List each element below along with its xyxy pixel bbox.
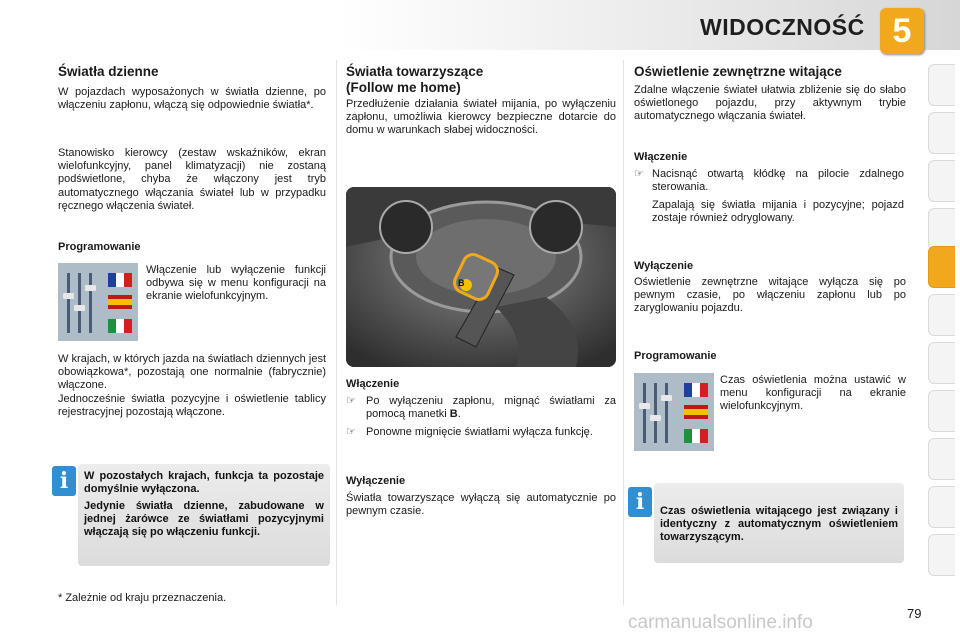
welcome-lighting-title: Oświetlenie zewnętrzne witające: [634, 64, 842, 79]
side-tab-5-active[interactable]: [928, 246, 955, 288]
photo-label-b: B: [458, 278, 465, 288]
side-tab-6[interactable]: [928, 294, 955, 336]
info-box-2: [654, 483, 904, 563]
side-tab-4[interactable]: [928, 208, 955, 250]
watermark: carmanualsonline.info: [628, 612, 813, 633]
side-tab-1[interactable]: [928, 64, 955, 106]
programming-text-1: Włączenie lub wyłączenie funkcji odbywa się w menu konfiguracji na ekranie wielofunkcyjnym.: [146, 264, 326, 303]
follow-me-home-title-line2: (Follow me home): [346, 80, 461, 95]
side-tab-3[interactable]: [928, 160, 955, 202]
welcome-off-heading: Wyłączenie: [634, 260, 694, 272]
side-tab-2[interactable]: [928, 112, 955, 154]
follow-on-bullet-1-text: Po wyłączeniu zapłonu, mignąć światłami za pomocą manetki: [366, 395, 616, 421]
info-box-1-p1: W pozostałych krajach, funkcja ta pozostaje domyślnie wyłączona.: [84, 470, 324, 495]
lighting-stalk-photo: [346, 187, 616, 367]
side-tab-9[interactable]: [928, 438, 955, 480]
follow-off-text: Światła towarzyszące wyłączą się automatycznie po pewnym czasie.: [346, 492, 616, 518]
follow-me-home-title-line1: Światła towarzyszące: [346, 64, 484, 79]
config-menu-icon-2: [634, 373, 714, 451]
info-icon-2: i: [628, 487, 652, 517]
info-box-1: [78, 464, 330, 566]
follow-on-bullet-1-bold: B: [449, 408, 458, 421]
config-menu-icon: [58, 263, 138, 341]
side-tab-10[interactable]: [928, 486, 955, 528]
programming-heading-1: Programowanie: [58, 241, 141, 253]
welcome-lighting-intro: Zdalne włączenie świateł ułatwia zbliżenie się do słabo oświetlonego pojazdu, przy aktywnym trybie automatycznego włączania świateł.: [634, 84, 906, 123]
daytime-lights-cockpit-text: Stanowisko kierowcy (zestaw wskaźników, ekran wielofunkcyjny, panel klimatyzacji) nie zostaną podświetlone, chyba że włączony jest tryb automatycznego włączania świateł lub w przypadku ręcznego włączenia świateł.: [58, 147, 326, 212]
follow-on-heading: Włączenie: [346, 378, 400, 390]
bullet-icon: ☞: [634, 168, 644, 180]
slider-flags-svg: [58, 263, 138, 341]
follow-off-heading: Wyłączenie: [346, 475, 406, 487]
stalk-photo-svg: [346, 187, 616, 367]
slider-flags-svg-2: [634, 373, 714, 451]
welcome-on-heading: Włączenie: [634, 151, 688, 163]
follow-me-home-title: [346, 64, 616, 96]
programming-text-3: Czas oświetlenia można ustawić w menu konfiguracji na ekranie wielofunkcyjnym.: [720, 374, 906, 413]
chapter-title: WIDOCZNOŚĆ: [700, 14, 865, 40]
info-box-2-text: Czas oświetlenia witającego jest związany i identyczny z automatycznym oświetleniem towarzyszącym.: [660, 505, 898, 543]
position-lights-text: Jednocześnie światła pozycyjne i oświetlenie tablicy rejestracyjnej pozostają włączone.: [58, 393, 326, 419]
mandatory-countries-text: W krajach, w których jazda na światłach dziennych jest obowiązkowa*, pozostają one normalnie (fabrycznie) włączone.: [58, 353, 326, 392]
column-divider-2: [623, 60, 624, 605]
daytime-lights-title: Światła dzienne: [58, 64, 159, 79]
side-tab-8[interactable]: [928, 390, 955, 432]
bullet-icon: ☞: [346, 395, 356, 407]
info-box-1-p2: Jedynie światła dzienne, zabudowane w jednej żarówce ze światłami pozycyjnymi włączają się po włączeniu funkcji.: [84, 500, 324, 538]
programming-heading-3: Programowanie: [634, 350, 717, 362]
chapter-number-badge: 5: [880, 8, 924, 54]
daytime-lights-intro: W pojazdach wyposażonych w światła dzienne, po włączeniu zapłonu, włączą się odpowiednie światła*.: [58, 86, 326, 112]
welcome-on-bullet-text: Nacisnąć otwartą kłódkę na pilocie zdalnego sterowania.: [652, 168, 904, 194]
footnote: * Zależnie od kraju przeznaczenia.: [58, 592, 227, 604]
follow-on-bullet-2-text: Ponowne mignięcie światłami wyłącza funkcję.: [366, 426, 593, 438]
side-tab-11[interactable]: [928, 534, 955, 576]
welcome-off-text: Oświetlenie zewnętrzne witające wyłącza się po pewnym czasie, po włączeniu zapłonu lub po zaryglowaniu pojazdu.: [634, 276, 906, 315]
welcome-on-bullet-cont: Zapalają się światła mijania i pozycyjne; pojazd zostaje również odryglowany.: [652, 199, 904, 225]
follow-me-home-intro: Przedłużenie działania świateł mijania, po wyłączeniu zapłonu, umożliwia kierowcy bezpieczne dotarcie do domu w warunkach słabej widoczności.: [346, 98, 616, 137]
column-divider-1: [336, 60, 337, 605]
bullet-icon: ☞: [346, 426, 356, 438]
info-icon-1: i: [52, 466, 76, 496]
side-tab-7[interactable]: [928, 342, 955, 384]
page-number: 79: [907, 606, 922, 621]
